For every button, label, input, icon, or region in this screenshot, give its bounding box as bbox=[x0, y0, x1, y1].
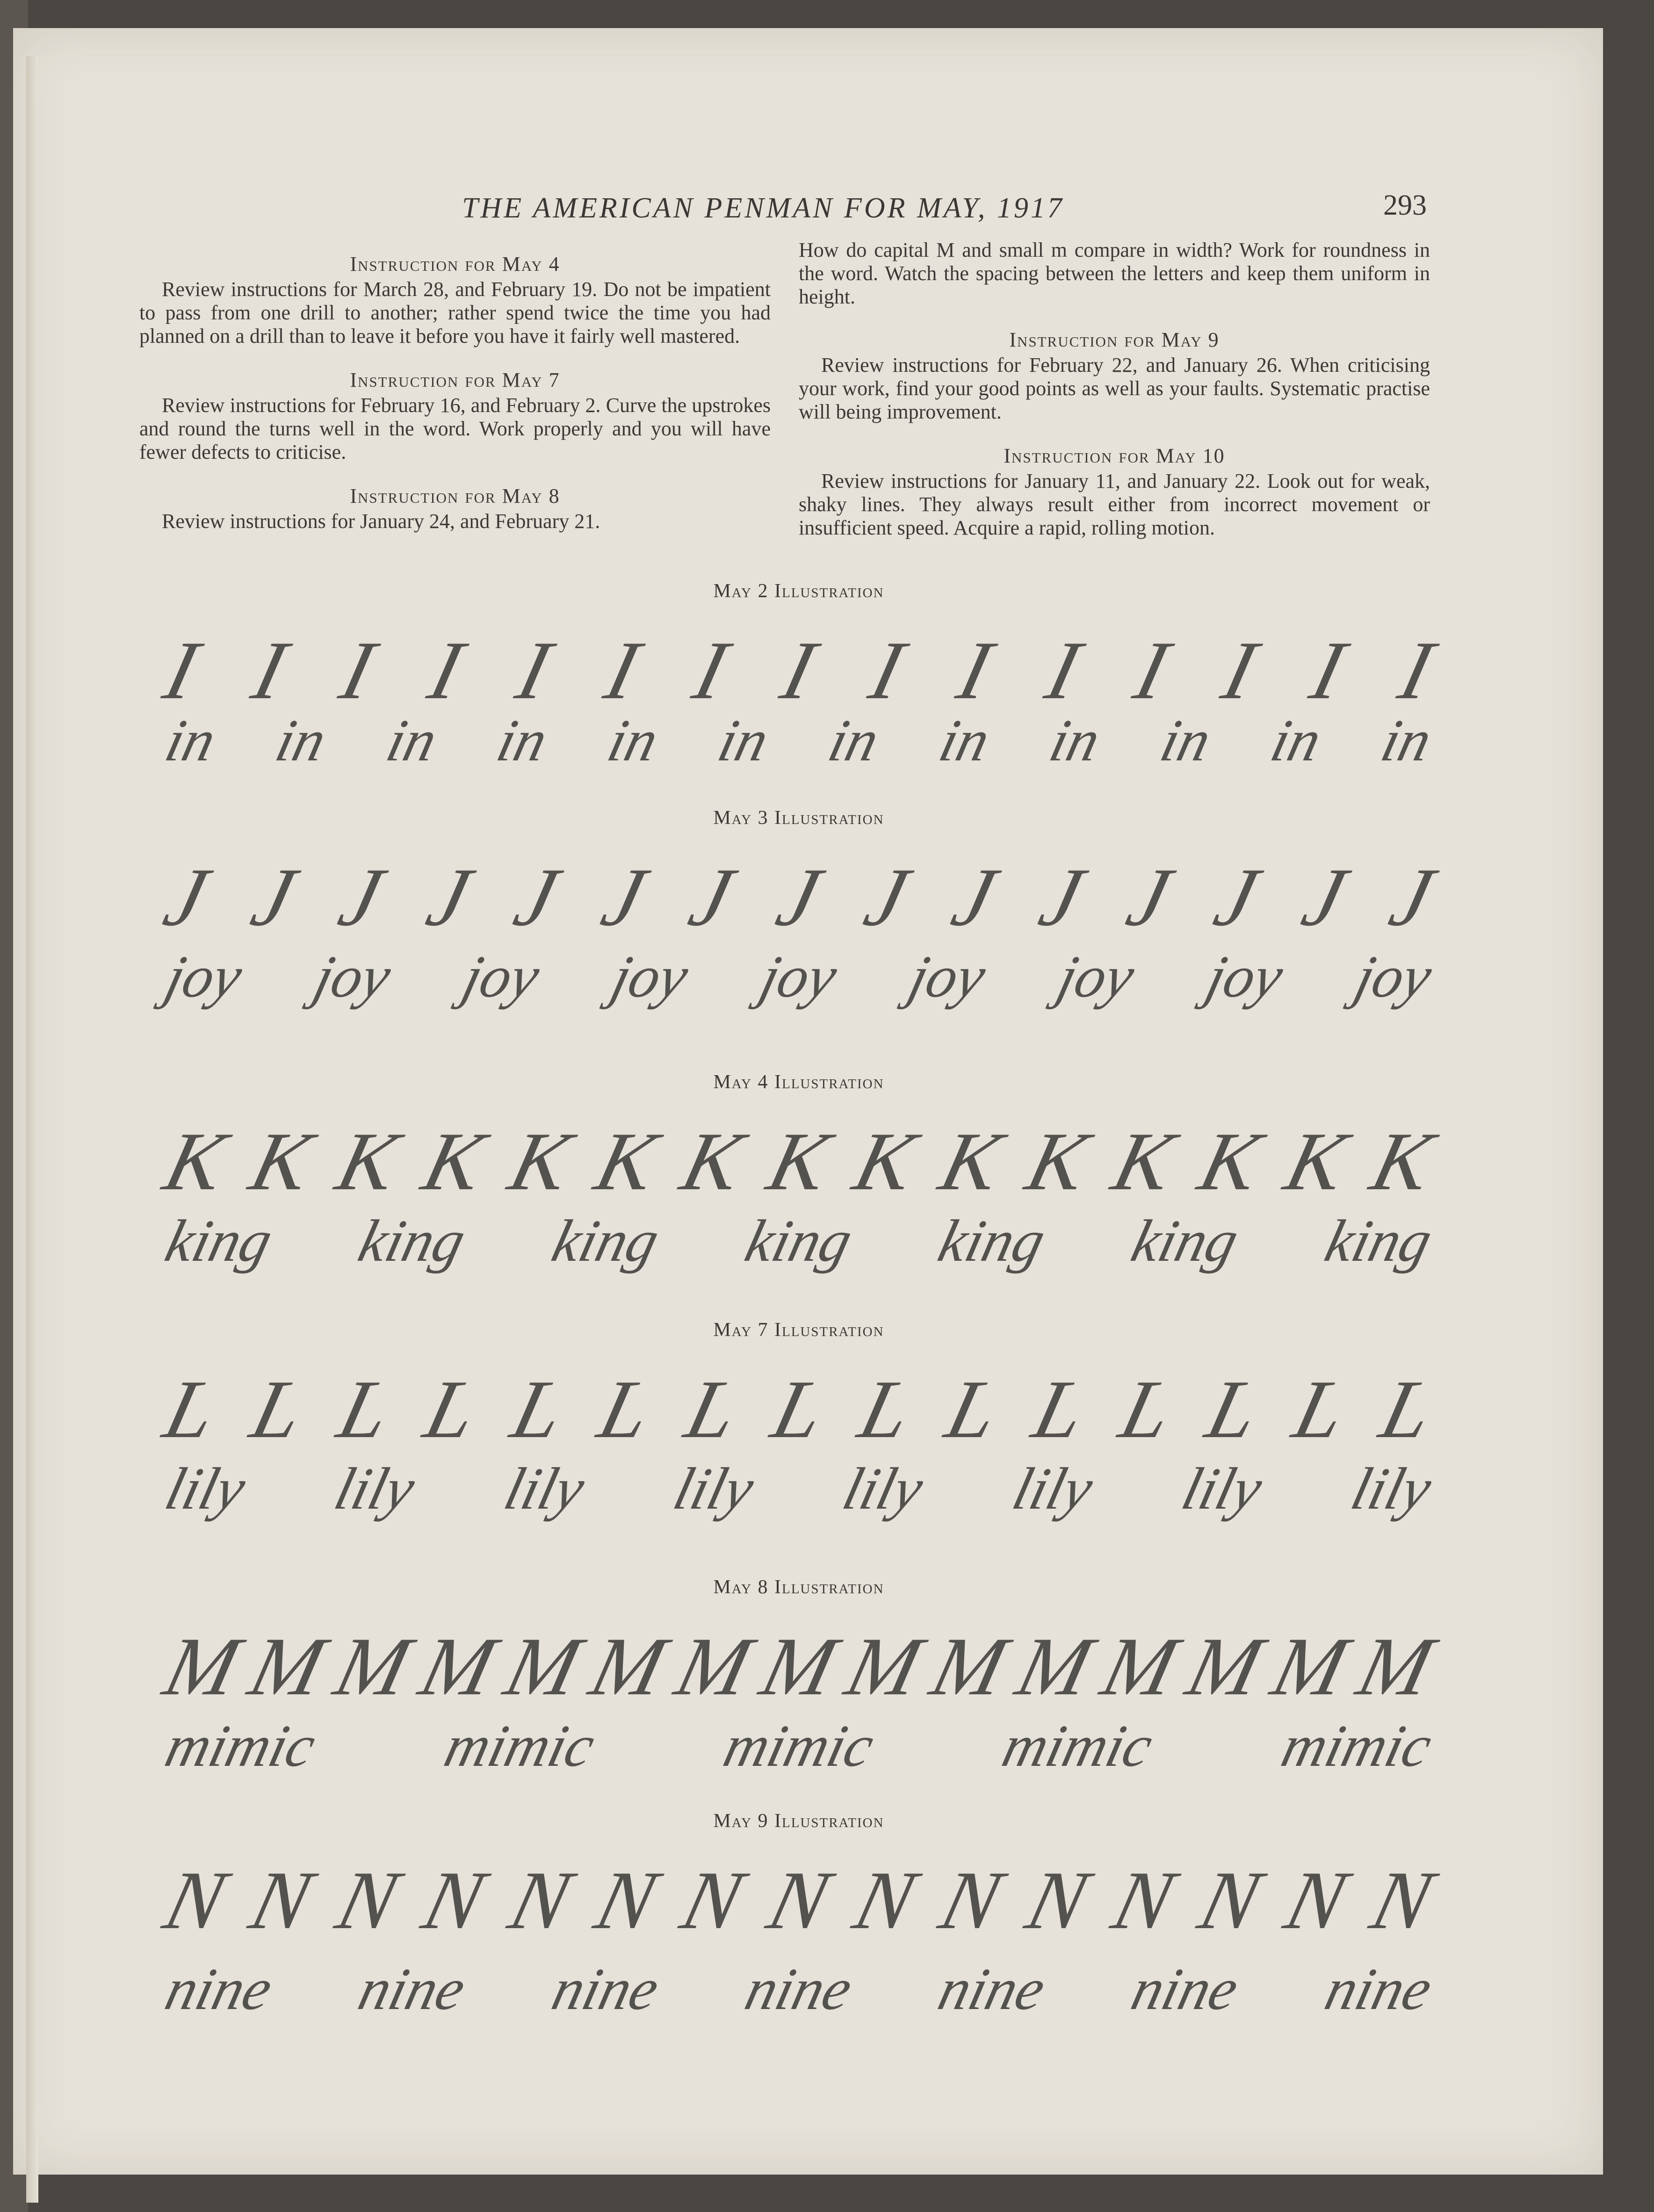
illustration-may-2 bbox=[156, 580, 1442, 790]
script-capital: K bbox=[759, 1115, 838, 1207]
script-word: mimic bbox=[717, 1713, 881, 1779]
script-capital: L bbox=[1285, 1363, 1355, 1455]
script-capital: J bbox=[593, 851, 654, 943]
illustration-may-3 bbox=[156, 807, 1442, 1041]
script-capital: M bbox=[497, 1620, 590, 1713]
instruction-body: Review instructions for January 24, and February 21. bbox=[162, 510, 600, 533]
script-capital: L bbox=[1111, 1363, 1181, 1455]
script-word: nine bbox=[739, 1956, 859, 2022]
script-capital: J bbox=[1206, 851, 1267, 943]
script-word: in bbox=[1154, 707, 1217, 773]
page-number: 293 bbox=[1383, 189, 1427, 221]
page-gutter bbox=[26, 56, 38, 2203]
script-capital: J bbox=[1381, 851, 1442, 943]
script-capital: I bbox=[597, 624, 648, 716]
script-word: king bbox=[545, 1207, 665, 1274]
script-capital: L bbox=[243, 1363, 312, 1455]
instruction-section bbox=[799, 328, 1430, 424]
script-capital: I bbox=[332, 624, 383, 716]
script-capital: M bbox=[1008, 1620, 1101, 1713]
script-capital: L bbox=[329, 1363, 399, 1455]
script-capital: I bbox=[1390, 624, 1442, 716]
illustration-may-7 bbox=[156, 1319, 1442, 1553]
script-word: joy bbox=[1200, 943, 1290, 1010]
script-word: in bbox=[712, 707, 775, 773]
instruction-heading: Instruction for May 7 bbox=[350, 369, 560, 391]
script-word: joy bbox=[159, 943, 249, 1010]
instruction-body: Review instructions for February 16, and February 2. Curve the upstrokes and round the turns well in the word. Work properly and you will have fewer defects to criticise. bbox=[139, 394, 771, 463]
script-capital: L bbox=[764, 1363, 834, 1455]
script-word: in bbox=[933, 707, 997, 773]
script-capital: I bbox=[949, 624, 1001, 716]
illustration-label: May 4 Illustration bbox=[713, 1071, 884, 1093]
script-word: lily bbox=[159, 1455, 253, 1522]
script-capital: K bbox=[156, 1115, 235, 1207]
script-capital: I bbox=[1038, 624, 1089, 716]
script-capital: L bbox=[416, 1363, 486, 1455]
illustration-may-9 bbox=[156, 1810, 1442, 2053]
script-word: joy bbox=[1051, 943, 1141, 1010]
script-word: joy bbox=[605, 943, 695, 1010]
script-capital: K bbox=[1104, 1115, 1183, 1207]
script-capital: K bbox=[242, 1115, 321, 1207]
word-row bbox=[159, 706, 1438, 775]
instruction-body: Review instructions for March 28, and February 19. Do not be impatient to pass from one drill to another; rather spend twice the time you had planned on a drill than to leave it before you have it fairly well mastered. bbox=[139, 278, 771, 347]
script-capital: K bbox=[932, 1115, 1011, 1207]
script-word: king bbox=[352, 1207, 472, 1274]
left-column bbox=[139, 253, 771, 554]
continued-paragraph: How do capital M and small m compare in width? Work for roundness in the word. Watch the spacing between the letters and keep them uniform in height. bbox=[799, 239, 1430, 308]
script-capital: N bbox=[845, 1854, 925, 1946]
script-capital: K bbox=[500, 1115, 579, 1207]
script-capital: N bbox=[1363, 1854, 1442, 1946]
script-capital: N bbox=[932, 1854, 1011, 1946]
script-capital: N bbox=[328, 1854, 407, 1946]
script-capital: I bbox=[1302, 624, 1353, 716]
book-page bbox=[13, 28, 1603, 2175]
instruction-heading: Instruction for May 10 bbox=[1004, 444, 1225, 467]
script-capital: I bbox=[1126, 624, 1177, 716]
script-capital: L bbox=[851, 1363, 920, 1455]
script-word: in bbox=[1264, 707, 1328, 773]
script-capital: I bbox=[861, 624, 912, 716]
script-word: joy bbox=[754, 943, 844, 1010]
instruction-section bbox=[139, 253, 771, 348]
script-capital: J bbox=[944, 851, 1004, 943]
script-capital: L bbox=[938, 1363, 1007, 1455]
script-word: lily bbox=[667, 1455, 761, 1522]
script-capital: K bbox=[1277, 1115, 1356, 1207]
script-capital: K bbox=[845, 1115, 925, 1207]
illustration-label: May 7 Illustration bbox=[713, 1319, 884, 1341]
script-capital: N bbox=[1190, 1854, 1269, 1946]
script-capital: N bbox=[414, 1854, 493, 1946]
script-capital: M bbox=[1178, 1620, 1271, 1713]
capital-letter-row bbox=[156, 849, 1442, 945]
word-row bbox=[159, 1712, 1438, 1780]
script-capital: M bbox=[326, 1620, 419, 1713]
script-capital: I bbox=[420, 624, 471, 716]
capital-letter-row bbox=[156, 622, 1442, 718]
capital-letter-row bbox=[156, 1361, 1442, 1457]
script-capital: K bbox=[673, 1115, 752, 1207]
script-word: joy bbox=[456, 943, 547, 1010]
script-word: king bbox=[1319, 1207, 1438, 1274]
script-capital: N bbox=[1104, 1854, 1183, 1946]
script-word: in bbox=[1043, 707, 1107, 773]
script-word: mimic bbox=[1275, 1713, 1438, 1779]
script-word: king bbox=[1125, 1207, 1245, 1274]
script-capital: N bbox=[1277, 1854, 1356, 1946]
script-word: mimic bbox=[996, 1713, 1160, 1779]
script-word: in bbox=[269, 707, 333, 773]
script-word: lily bbox=[1345, 1455, 1438, 1522]
script-word: lily bbox=[1006, 1455, 1100, 1522]
word-row bbox=[159, 942, 1438, 1011]
script-word: in bbox=[601, 707, 664, 773]
script-capital: I bbox=[773, 624, 824, 716]
script-capital: M bbox=[1349, 1620, 1442, 1713]
script-word: nine bbox=[352, 1956, 472, 2022]
script-capital: M bbox=[1264, 1620, 1357, 1713]
script-capital: N bbox=[156, 1854, 235, 1946]
script-capital: N bbox=[242, 1854, 321, 1946]
script-capital: K bbox=[1190, 1115, 1269, 1207]
script-capital: M bbox=[241, 1620, 334, 1713]
script-word: king bbox=[159, 1207, 279, 1274]
illustration-may-4 bbox=[156, 1071, 1442, 1300]
script-capital: L bbox=[1198, 1363, 1268, 1455]
script-word: in bbox=[159, 707, 223, 773]
script-word: joy bbox=[308, 943, 398, 1010]
instruction-heading: Instruction for May 8 bbox=[350, 484, 560, 507]
script-capital: I bbox=[685, 624, 736, 716]
script-word: nine bbox=[932, 1956, 1052, 2022]
script-capital: L bbox=[677, 1363, 747, 1455]
word-row bbox=[159, 1454, 1438, 1523]
script-capital: M bbox=[838, 1620, 931, 1713]
script-capital: N bbox=[500, 1854, 579, 1946]
script-word: king bbox=[932, 1207, 1052, 1274]
illustration-label: May 2 Illustration bbox=[713, 580, 884, 602]
script-capital: N bbox=[1018, 1854, 1097, 1946]
script-word: in bbox=[380, 707, 444, 773]
script-capital: J bbox=[243, 851, 303, 943]
illustration-label: May 9 Illustration bbox=[713, 1810, 884, 1832]
script-capital: J bbox=[1293, 851, 1354, 943]
script-capital: I bbox=[156, 624, 207, 716]
instruction-body: Review instructions for February 22, and January 26. When criticising your work, find your good points as well as your faults. Systematic practise will being improvement. bbox=[799, 354, 1430, 423]
script-capital: M bbox=[667, 1620, 760, 1713]
script-capital: N bbox=[587, 1854, 666, 1946]
script-capital: J bbox=[331, 851, 391, 943]
script-word: mimic bbox=[438, 1713, 601, 1779]
script-word: joy bbox=[903, 943, 992, 1010]
script-word: joy bbox=[1349, 943, 1438, 1010]
word-row bbox=[159, 1207, 1438, 1275]
script-word: in bbox=[1375, 707, 1438, 773]
instruction-heading: Instruction for May 4 bbox=[350, 253, 560, 275]
illustration-label: May 8 Illustration bbox=[713, 1576, 884, 1598]
script-capital: J bbox=[768, 851, 829, 943]
script-word: nine bbox=[1125, 1956, 1245, 2022]
instruction-section bbox=[799, 444, 1430, 540]
script-capital: J bbox=[856, 851, 917, 943]
illustration-may-8 bbox=[156, 1576, 1442, 1800]
script-word: mimic bbox=[159, 1713, 322, 1779]
script-capital: L bbox=[156, 1363, 225, 1455]
capital-letter-row bbox=[156, 1852, 1442, 1948]
script-capital: L bbox=[503, 1363, 573, 1455]
script-capital: J bbox=[418, 851, 479, 943]
script-capital: M bbox=[923, 1620, 1016, 1713]
script-capital: J bbox=[506, 851, 566, 943]
page-header bbox=[13, 189, 1603, 234]
script-word: lily bbox=[498, 1455, 592, 1522]
script-word: in bbox=[822, 707, 886, 773]
script-capital: I bbox=[1214, 624, 1265, 716]
script-capital: J bbox=[1031, 851, 1091, 943]
script-capital: L bbox=[590, 1363, 660, 1455]
capital-letter-row bbox=[156, 1113, 1442, 1209]
script-word: king bbox=[739, 1207, 859, 1274]
script-capital: K bbox=[587, 1115, 666, 1207]
script-capital: K bbox=[414, 1115, 493, 1207]
script-word: nine bbox=[1319, 1956, 1438, 2022]
script-word: in bbox=[491, 707, 554, 773]
script-word: lily bbox=[1176, 1455, 1269, 1522]
script-word: nine bbox=[159, 1956, 279, 2022]
instruction-section bbox=[139, 369, 771, 464]
script-capital: J bbox=[681, 851, 741, 943]
script-word: lily bbox=[837, 1455, 930, 1522]
capital-letter-row bbox=[156, 1618, 1442, 1714]
script-capital: L bbox=[1025, 1363, 1094, 1455]
script-capital: L bbox=[1372, 1363, 1442, 1455]
script-capital: J bbox=[156, 851, 216, 943]
script-capital: M bbox=[156, 1620, 248, 1713]
script-capital: N bbox=[673, 1854, 752, 1946]
running-title: THE AMERICAN PENMAN FOR MAY, 1917 bbox=[462, 192, 1064, 224]
script-capital: I bbox=[508, 624, 560, 716]
script-capital: M bbox=[412, 1620, 504, 1713]
script-capital: K bbox=[1018, 1115, 1097, 1207]
script-capital: I bbox=[244, 624, 295, 716]
script-word: nine bbox=[545, 1956, 665, 2022]
script-capital: M bbox=[1093, 1620, 1186, 1713]
right-column bbox=[799, 239, 1430, 560]
instruction-section bbox=[139, 484, 771, 533]
instruction-body: Review instructions for January 11, and January 22. Look out for weak, shaky lines. They always result either from incorrect movement or insufficient speed. Acquire a rapid, rolling motion. bbox=[799, 470, 1430, 539]
script-capital: M bbox=[582, 1620, 675, 1713]
script-capital: K bbox=[328, 1115, 407, 1207]
word-row bbox=[159, 1955, 1438, 2024]
illustration-label: May 3 Illustration bbox=[713, 807, 884, 829]
instruction-heading: Instruction for May 9 bbox=[1009, 328, 1220, 351]
script-capital: M bbox=[752, 1620, 845, 1713]
script-capital: K bbox=[1363, 1115, 1442, 1207]
script-capital: N bbox=[759, 1854, 838, 1946]
script-capital: J bbox=[1119, 851, 1179, 943]
script-word: lily bbox=[328, 1455, 422, 1522]
